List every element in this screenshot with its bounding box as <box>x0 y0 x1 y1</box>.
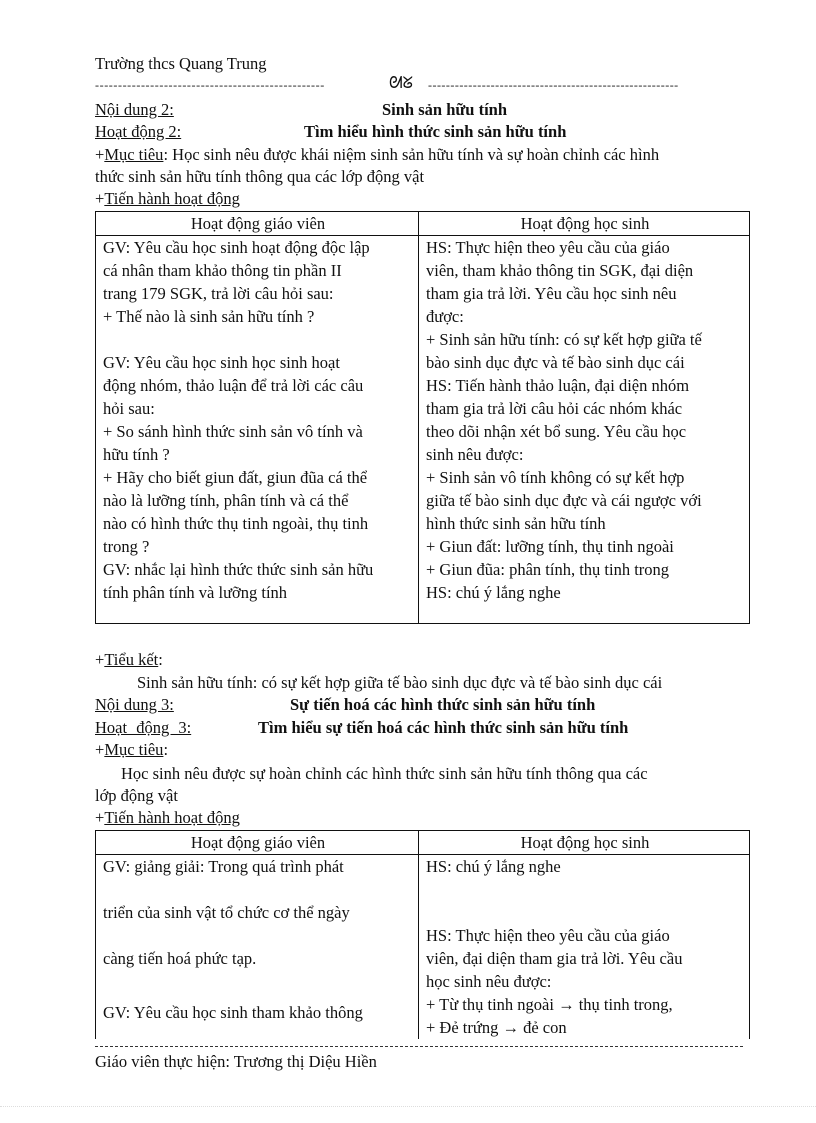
student-line: + Giun đũa: phân tính, thụ tinh trong <box>426 560 670 579</box>
student-activity-cell <box>419 855 750 1040</box>
table-header-row <box>96 212 750 236</box>
student-line: + Giun đất: lưỡng tính, thụ tinh ngoài <box>426 537 674 556</box>
teacher-line: tính phân tính và lưỡng tính <box>103 583 288 602</box>
teacher-line: GV: Yêu cầu học sinh hoạt động độc lập <box>103 238 370 257</box>
teacher-line: triển của sinh vật tổ chức cơ thể ngày <box>103 903 350 922</box>
student-line: tham gia trả lời câu hỏi các nhóm khác <box>426 399 683 418</box>
teacher-activity-cell <box>96 855 419 1040</box>
objective-label: Mục tiêu <box>104 740 164 759</box>
activity-title-3: Tìm hiểu sự tiến hoá các hình thức sinh sản hữu tính <box>258 718 629 737</box>
student-line: HS: chú ý lắng nghe <box>426 583 561 602</box>
content-label-3: Nội dung 3: <box>95 695 174 714</box>
student-line: học sinh nêu được: <box>426 972 552 991</box>
teacher-column-header: Hoạt động giáo viên <box>96 831 419 855</box>
teacher-line: GV: giảng giải: Trong quá trình phát <box>103 857 344 876</box>
teacher-line: nào là lưỡng tính, phân tính và cá thể <box>103 491 349 510</box>
content-title-3: Sự tiến hoá các hình thức sinh sản hữu tính <box>290 695 596 714</box>
student-line: + Sinh sản hữu tính: có sự kết hợp giữa tế <box>426 330 702 349</box>
summary-label: Tiểu kết <box>104 650 159 669</box>
teacher-line: nào có hình thức thụ tinh ngoài, thụ tinh <box>103 514 369 533</box>
student-line: HS: chú ý lắng nghe <box>426 857 561 876</box>
school-name: Trường thcs Quang Trung <box>95 54 267 73</box>
teacher-line: + Thế nào là sinh sản hữu tính ? <box>103 307 315 326</box>
student-line: theo dõi nhận xét bổ sung. Yêu cầu học <box>426 422 687 441</box>
content-label-2: Nội dung 2: <box>95 100 174 119</box>
procedure-label: Tiến hành hoạt động <box>104 189 240 208</box>
procedure-label: Tiến hành hoạt động <box>104 808 240 827</box>
footer-divider <box>95 1046 743 1047</box>
student-line: hình thức sinh sản hữu tính <box>426 514 606 533</box>
teacher-line: GV: Yêu cầu học sinh tham khảo thông <box>103 1003 363 1022</box>
summary-heading <box>95 649 163 671</box>
student-line: HS: Tiến hành thảo luận, đại diện nhóm <box>426 376 690 395</box>
activity-label-3: Hoạt động 3: <box>95 718 192 737</box>
teacher-line: trong ? <box>103 537 150 556</box>
summary-prefix: + <box>95 650 105 669</box>
summary-colon: : <box>158 650 163 669</box>
teacher-activity-cell <box>96 236 419 624</box>
student-line: được: <box>426 307 464 326</box>
student-line: giữa tế bào sinh dục đực và cái ngược với <box>426 491 702 510</box>
student-column-header: Hoạt động học sinh <box>419 831 750 855</box>
objective-colon: : <box>163 740 169 759</box>
teacher-line: trang 179 SGK, trả lời câu hỏi sau: <box>103 284 334 303</box>
teacher-spacer <box>103 878 413 901</box>
teacher-line: động nhóm, thảo luận để trả lời các câu <box>103 376 364 395</box>
objective-prefix: + <box>95 145 105 164</box>
teacher-line: càng tiến hoá phức tạp. <box>103 949 257 968</box>
objective-label: Mục tiêu <box>104 145 164 164</box>
student-line: + Đẻ trứng → đẻ con <box>426 1018 567 1037</box>
teacher-line: + So sánh hình thức sinh sản vô tính và <box>103 422 363 441</box>
teacher-line: GV: Yêu cầu học sinh học sinh hoạt <box>103 353 340 372</box>
table-row <box>96 855 750 1040</box>
procedure-heading-2 <box>95 807 240 829</box>
teacher-column-header: Hoạt động giáo viên <box>96 212 419 236</box>
activity-table-1 <box>95 211 750 624</box>
teacher-line: + Hãy cho biết giun đất, giun đũa cá thể <box>103 468 368 487</box>
teacher-spacer <box>103 924 413 947</box>
content-title-2: Sinh sản hữu tính <box>382 100 508 119</box>
teacher-line: hỏi sau: <box>103 399 155 418</box>
teacher-line: hữu tính ? <box>103 445 170 464</box>
table-header-row <box>96 831 750 855</box>
student-line: viên, đại diện tham gia trả lời. Yêu cầu <box>426 949 683 968</box>
student-column-header: Hoạt động học sinh <box>419 212 750 236</box>
student-line: + Sinh sản vô tính không có sự kết hợp <box>426 468 685 487</box>
summary-text: Sinh sản hữu tính: có sự kết hợp giữa tế bào sinh dục đực và tế bào sinh dục cái <box>137 673 663 692</box>
activity-label-2: Hoạt động 2: <box>95 122 182 141</box>
objective-prefix: + <box>95 740 105 759</box>
objective-heading-2 <box>95 739 168 761</box>
objective-2-line-1: Học sinh nêu được sự hoàn chỉnh các hình thức sinh sản hữu tính thông qua các <box>121 764 648 783</box>
teacher-line: GV: nhắc lại hình thức thức sinh sản hữu <box>103 560 374 579</box>
student-line: tham gia trả lời. Yêu cầu học sinh nêu <box>426 284 677 303</box>
student-activity-cell <box>419 236 750 624</box>
objective-line-1 <box>95 144 659 166</box>
footer-teacher: Giáo viên thực hiện: Trương thị Diệu Hiền <box>95 1052 377 1071</box>
student-line: sinh nêu được: <box>426 445 524 464</box>
header-divider-left: -------------------------------------------------- <box>95 78 325 92</box>
student-line: + Từ thụ tinh ngoài → thụ tinh trong, <box>426 995 673 1014</box>
teacher-line: cá nhân tham khảo thông tin phần II <box>103 261 342 280</box>
objective-line-2: thức sinh sản hữu tính thông qua các lớp động vật <box>95 167 425 186</box>
objective-2-line-2: lớp động vật <box>95 786 178 805</box>
teacher-spacer <box>103 970 413 993</box>
student-line: viên, tham khảo thông tin SGK, đại diện <box>426 261 694 280</box>
procedure-prefix: + <box>95 189 105 208</box>
student-spacer <box>426 878 744 901</box>
ornament-icon: ᘛᘜ <box>389 75 413 92</box>
procedure-heading-1 <box>95 188 240 210</box>
table-row <box>96 236 750 624</box>
procedure-prefix: + <box>95 808 105 827</box>
student-line: HS: Thực hiện theo yêu cầu của giáo <box>426 926 670 945</box>
objective-text-1: : Học sinh nêu được khái niệm sinh sản hữu tính và sự hoàn chỉnh các hình <box>163 145 660 164</box>
student-line: bào sinh dục đực và tế bào sinh dục cái <box>426 353 685 372</box>
student-spacer <box>426 901 744 924</box>
student-line: HS: Thực hiện theo yêu cầu của giáo <box>426 238 670 257</box>
header-divider-right: -------------------------------------------------------- <box>428 78 679 92</box>
activity-table-2 <box>95 830 750 1039</box>
activity-title-2: Tìm hiểu hình thức sinh sản hữu tính <box>304 122 567 141</box>
page-bottom-divider <box>0 1106 816 1107</box>
teacher-spacer <box>103 328 413 351</box>
